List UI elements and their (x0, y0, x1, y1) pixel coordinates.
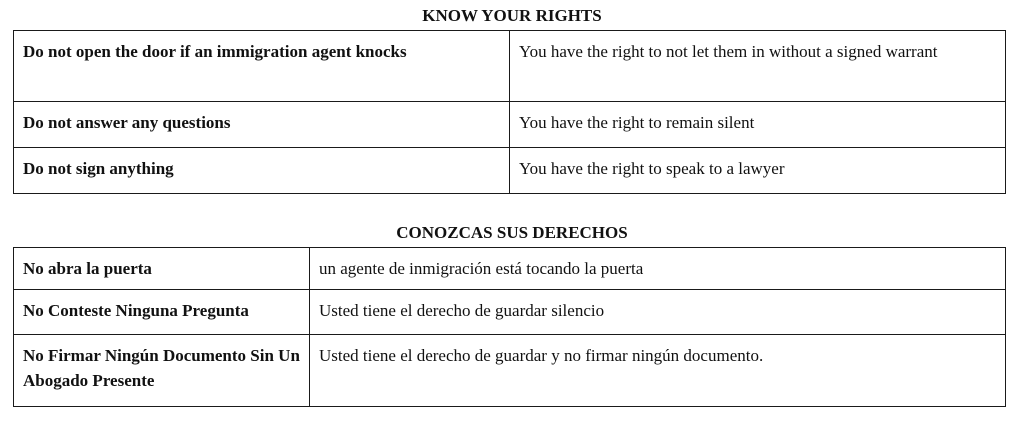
action-cell: Do not open the door if an immigration agent knocks (14, 31, 510, 102)
right-cell: Usted tiene el derecho de guardar y no firmar ningún documento. (310, 335, 1006, 407)
right-cell: You have the right to not let them in without a signed warrant (510, 31, 1006, 102)
table-row (14, 335, 1006, 407)
spanish-rights-table (13, 247, 1006, 407)
right-cell: You have the right to speak to a lawyer (510, 148, 1006, 194)
table-row (14, 148, 1006, 194)
right-cell: un agente de inmigración está tocando la puerta (310, 248, 1006, 290)
table-row (14, 102, 1006, 148)
action-cell: No Conteste Ninguna Pregunta (14, 290, 310, 335)
action-cell: No Firmar Ningún Documento Sin Un Abogado Presente (14, 335, 310, 407)
right-cell: Usted tiene el derecho de guardar silencio (310, 290, 1006, 335)
right-cell: You have the right to remain silent (510, 102, 1006, 148)
action-cell: Do not sign anything (14, 148, 510, 194)
english-section-title: KNOW YOUR RIGHTS (422, 6, 602, 25)
table-row (14, 248, 1006, 290)
english-rights-table (13, 30, 1006, 194)
spanish-section-title: CONOZCAS SUS DERECHOS (396, 223, 628, 242)
table-row (14, 290, 1006, 335)
table-row (14, 31, 1006, 102)
action-cell: No abra la puerta (14, 248, 310, 290)
action-cell: Do not answer any questions (14, 102, 510, 148)
